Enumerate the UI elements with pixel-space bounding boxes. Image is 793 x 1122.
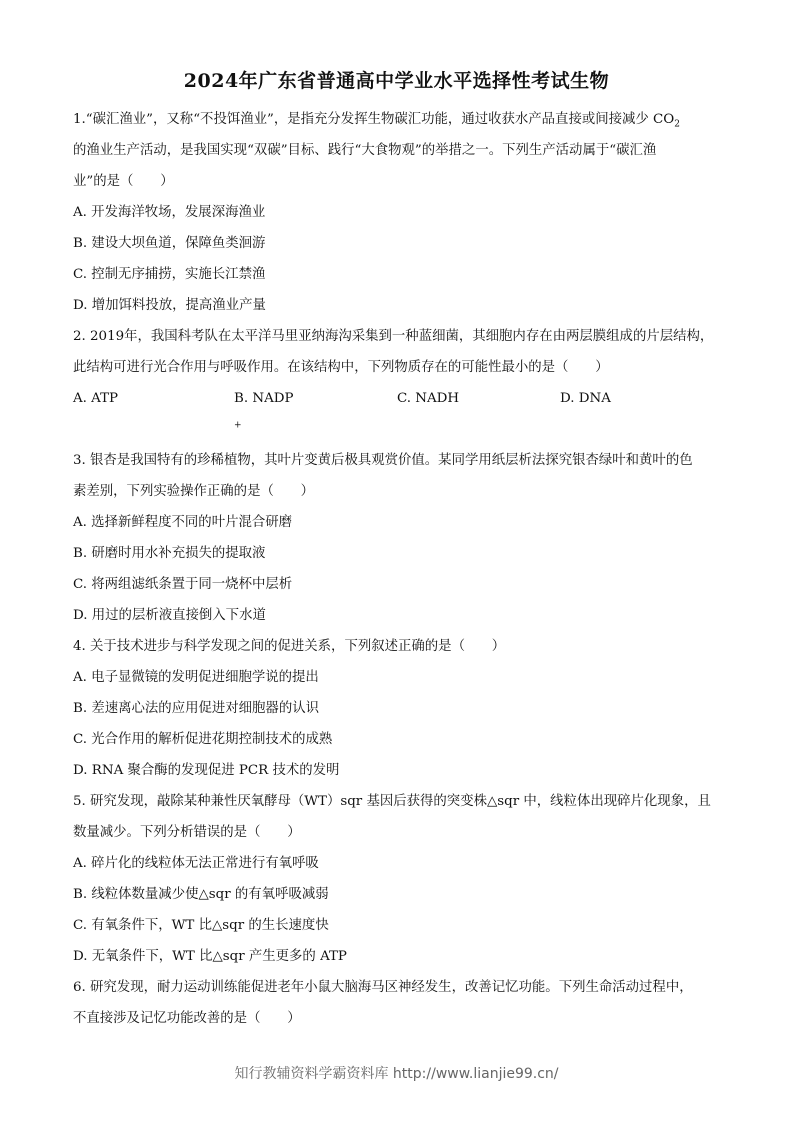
question-5-stem-line-1: 5. 研究发现，敲除某种兼性厌氧酵母（WT）sqr 基因后获得的突变株△sqr 中，线粒体出现碎片化现象，且 <box>73 794 711 809</box>
question-3-option-d: D. 用过的层析液直接倒入下水道 <box>73 608 266 623</box>
question-4-option-c: C. 光合作用的解析促进花期控制技术的成熟 <box>73 732 333 747</box>
question-2-option-b <box>234 383 397 445</box>
q1-stem-text: 1.“碳汇渔业”，又称“不投饵渔业”，是指充分发挥生物碳汇功能，通过收获水产品直接或间接减少 CO <box>73 112 675 127</box>
page-footer: 知行教辅资料学霸资料库 http://www.lianjie99.cn/ <box>234 1066 559 1082</box>
question-2-options <box>73 383 723 445</box>
question-4-option-a: A. 电子显微镜的发明促进细胞学说的提出 <box>73 670 319 685</box>
question-5-option-b: B. 线粒体数量减少使△sqr 的有氧呼吸减弱 <box>73 887 329 902</box>
question-list <box>73 104 723 1034</box>
question-3-option-a: A. 选择新鲜程度不同的叶片混合研磨 <box>73 515 293 530</box>
question-2-stem-line-2: 此结构可进行光合作用与呼吸作用。在该结构中，下列物质存在的可能性最小的是（ ） <box>73 360 609 375</box>
question-6-stem-line-2: 不直接涉及记忆功能改善的是（ ） <box>73 1011 301 1026</box>
question-5-option-c: C. 有氧条件下，WT 比△sqr 的生长速度快 <box>73 918 329 933</box>
question-1-option-a: A. 开发海洋牧场，发展深海渔业 <box>73 205 266 220</box>
question-1-option-b: B. 建设大坝鱼道，保障鱼类洄游 <box>73 236 266 251</box>
page-title: 2024年广东省普通高中学业水平选择性考试生物 <box>183 70 610 92</box>
question-3-stem-line-2: 素差别，下列实验操作正确的是（ ） <box>73 484 315 499</box>
question-2-option-c: C. NADH <box>397 391 460 406</box>
question-4-option-d: D. RNA 聚合酶的发现促进 PCR 技术的发明 <box>73 763 340 778</box>
q1-subscript: 2 <box>674 119 680 130</box>
question-5-stem-line-2: 数量减少。下列分析错误的是（ ） <box>73 825 301 840</box>
question-3-option-c: C. 将两组滤纸条置于同一烧杯中层析 <box>73 577 293 592</box>
question-2-option-d: D. DNA <box>560 391 611 406</box>
question-2-option-a: A. ATP <box>73 391 119 406</box>
question-2-stem-line-1: 2. 2019年，我国科考队在太平洋马里亚纳海沟采集到一种蓝细菌，其细胞内存在由两层膜组成的片层结构， <box>73 329 714 344</box>
question-5-option-d: D. 无氧条件下，WT 比△sqr 产生更多的 ATP <box>73 949 347 964</box>
question-1-option-d: D. 增加饵料投放，提高渔业产量 <box>73 298 266 313</box>
question-3-option-b: B. 研磨时用水补充损失的提取液 <box>73 546 266 561</box>
question-6-stem-line-1: 6. 研究发现，耐力运动训练能促进老年小鼠大脑海马区神经发生，改善记忆功能。下列生命活动过程中， <box>73 980 693 995</box>
question-1-stem-line-1 <box>73 104 723 135</box>
question-4-stem-line-1: 4. 关于技术进步与科学发现之间的促进关系，下列叙述正确的是（ ） <box>73 639 506 654</box>
q2-option-b-superscript: + <box>234 420 242 431</box>
question-1-option-c: C. 控制无序捕捞，实施长江禁渔 <box>73 267 266 282</box>
question-1-stem-line-2: 的渔业生产活动，是我国实现“双碳”目标、践行“大食物观”的举措之一。下列生产活动属于“碳汇渔 <box>73 143 657 158</box>
question-4-option-b: B. 差速离心法的应用促进对细胞器的认识 <box>73 701 319 716</box>
question-3-stem-line-1: 3. 银杏是我国特有的珍稀植物，其叶片变黄后极具观赏价值。某同学用纸层析法探究银杏绿叶和黄叶的色 <box>73 453 693 468</box>
q2-option-b-text: B. NADP <box>234 391 294 406</box>
question-1-stem-line-3: 业”的是（ ） <box>73 174 174 189</box>
question-5-option-a: A. 碎片化的线粒体无法正常进行有氧呼吸 <box>73 856 319 871</box>
